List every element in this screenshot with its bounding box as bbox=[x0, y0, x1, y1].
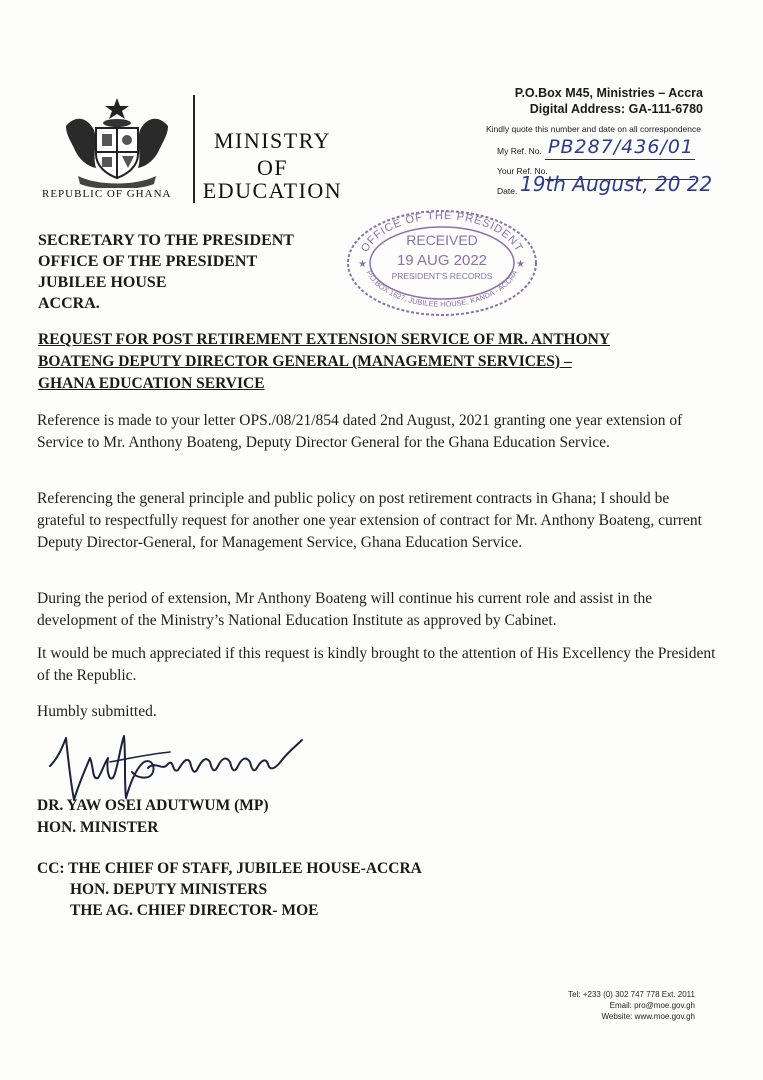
stamp-date: 19 AUG 2022 bbox=[396, 252, 488, 269]
body-paragraph-4: It would be much appreciated if this request is kindly brought to the attention of His Excellency the President of the Republic. bbox=[37, 645, 716, 684]
addressee-line-4: ACCRA. bbox=[38, 295, 100, 312]
body-paragraph-3: During the period of extension, Mr Anthony Boateng will continue his current role and assist in the development of the Ministry’s National Education Institute as approved by Cabinet. bbox=[37, 590, 653, 629]
date-value: 19th August, 20 22 bbox=[520, 172, 713, 196]
cc-line-3: THE AG. CHIEF DIRECTOR- MOE bbox=[70, 902, 319, 919]
footer-email: Email: pro@moe.gov.gh bbox=[609, 1001, 695, 1010]
my-ref-label: My Ref. No. bbox=[497, 146, 542, 156]
star-icon: ★ bbox=[358, 259, 367, 270]
body-paragraph-2: Referencing the general principle and public policy on post retirement contracts in Ghana; I should be grateful to respectfully request for another one year extension of contract for Mr. Anthony Boateng, current Deputy Director-General, for Management Service, Ghana Education Service. bbox=[37, 490, 702, 551]
star-icon: ★ bbox=[516, 259, 525, 270]
ministry-line-3: EDUCATION bbox=[202, 178, 343, 203]
stamp-records: PRESIDENT'S RECORDS bbox=[391, 271, 493, 281]
ministry-line-2: OF bbox=[256, 155, 289, 180]
footer-website: Website: www.moe.gov.gh bbox=[601, 1012, 695, 1021]
your-ref-label: Your Ref. No. bbox=[497, 166, 548, 176]
stamp-bottom-text: P.O.BOX 1627, JUBILEE HOUSE, KANDA - ACCRA bbox=[364, 268, 520, 309]
received-stamp bbox=[344, 205, 540, 317]
pobox-address: P.O.Box M45, Ministries – Accra bbox=[514, 86, 703, 100]
body-paragraph-1: Reference is made to your letter OPS./08/21/854 dated 2nd August, 2021 granting one year extension of Service to Mr. Anthony Boateng, Deputy Director General for the Ghana Education Service. bbox=[37, 412, 683, 451]
stamp-received: RECEIVED bbox=[406, 232, 478, 248]
my-ref-underline bbox=[545, 159, 695, 160]
handwritten-signature bbox=[40, 728, 310, 808]
my-ref-value: PB287/436/01 bbox=[548, 136, 695, 158]
subject-line-3: GHANA EDUCATION SERVICE bbox=[38, 375, 265, 392]
coat-of-arms-icon bbox=[58, 96, 176, 188]
date-label: Date. bbox=[497, 186, 518, 196]
signatory-title: HON. MINISTER bbox=[37, 819, 159, 836]
footer-telephone: Tel: +233 (0) 302 747 778 Ext. 2011 bbox=[568, 990, 695, 999]
signatory-name: DR. YAW OSEI ADUTWUM (MP) bbox=[37, 797, 269, 814]
subject-line-2: BOATENG DEPUTY DIRECTOR GENERAL (MANAGEMENT SERVICES) – bbox=[38, 353, 572, 370]
addressee-line-1: SECRETARY TO THE PRESIDENT bbox=[38, 232, 294, 249]
stamp-top-text: OFFICE OF THE PRESIDENT bbox=[358, 209, 526, 255]
cc-line-1: CC: THE CHIEF OF STAFF, JUBILEE HOUSE-ACCRA bbox=[37, 860, 422, 877]
body-paragraph-5: Humbly submitted. bbox=[37, 703, 157, 720]
cc-line-2: HON. DEPUTY MINISTERS bbox=[70, 881, 268, 898]
republic-of-ghana-label: REPUBLIC OF GHANA bbox=[42, 188, 172, 200]
letterhead-divider bbox=[193, 95, 195, 203]
subject-line-1: REQUEST FOR POST RETIREMENT EXTENSION SERVICE OF MR. ANTHONY bbox=[38, 331, 611, 348]
digital-address: Digital Address: GA-111-6780 bbox=[529, 102, 703, 116]
quote-note: Kindly quote this number and date on all correspondence bbox=[485, 124, 701, 134]
addressee-line-3: JUBILEE HOUSE bbox=[38, 274, 167, 291]
addressee-line-2: OFFICE OF THE PRESIDENT bbox=[38, 253, 258, 270]
ministry-line-1: MINISTRY bbox=[213, 128, 332, 153]
